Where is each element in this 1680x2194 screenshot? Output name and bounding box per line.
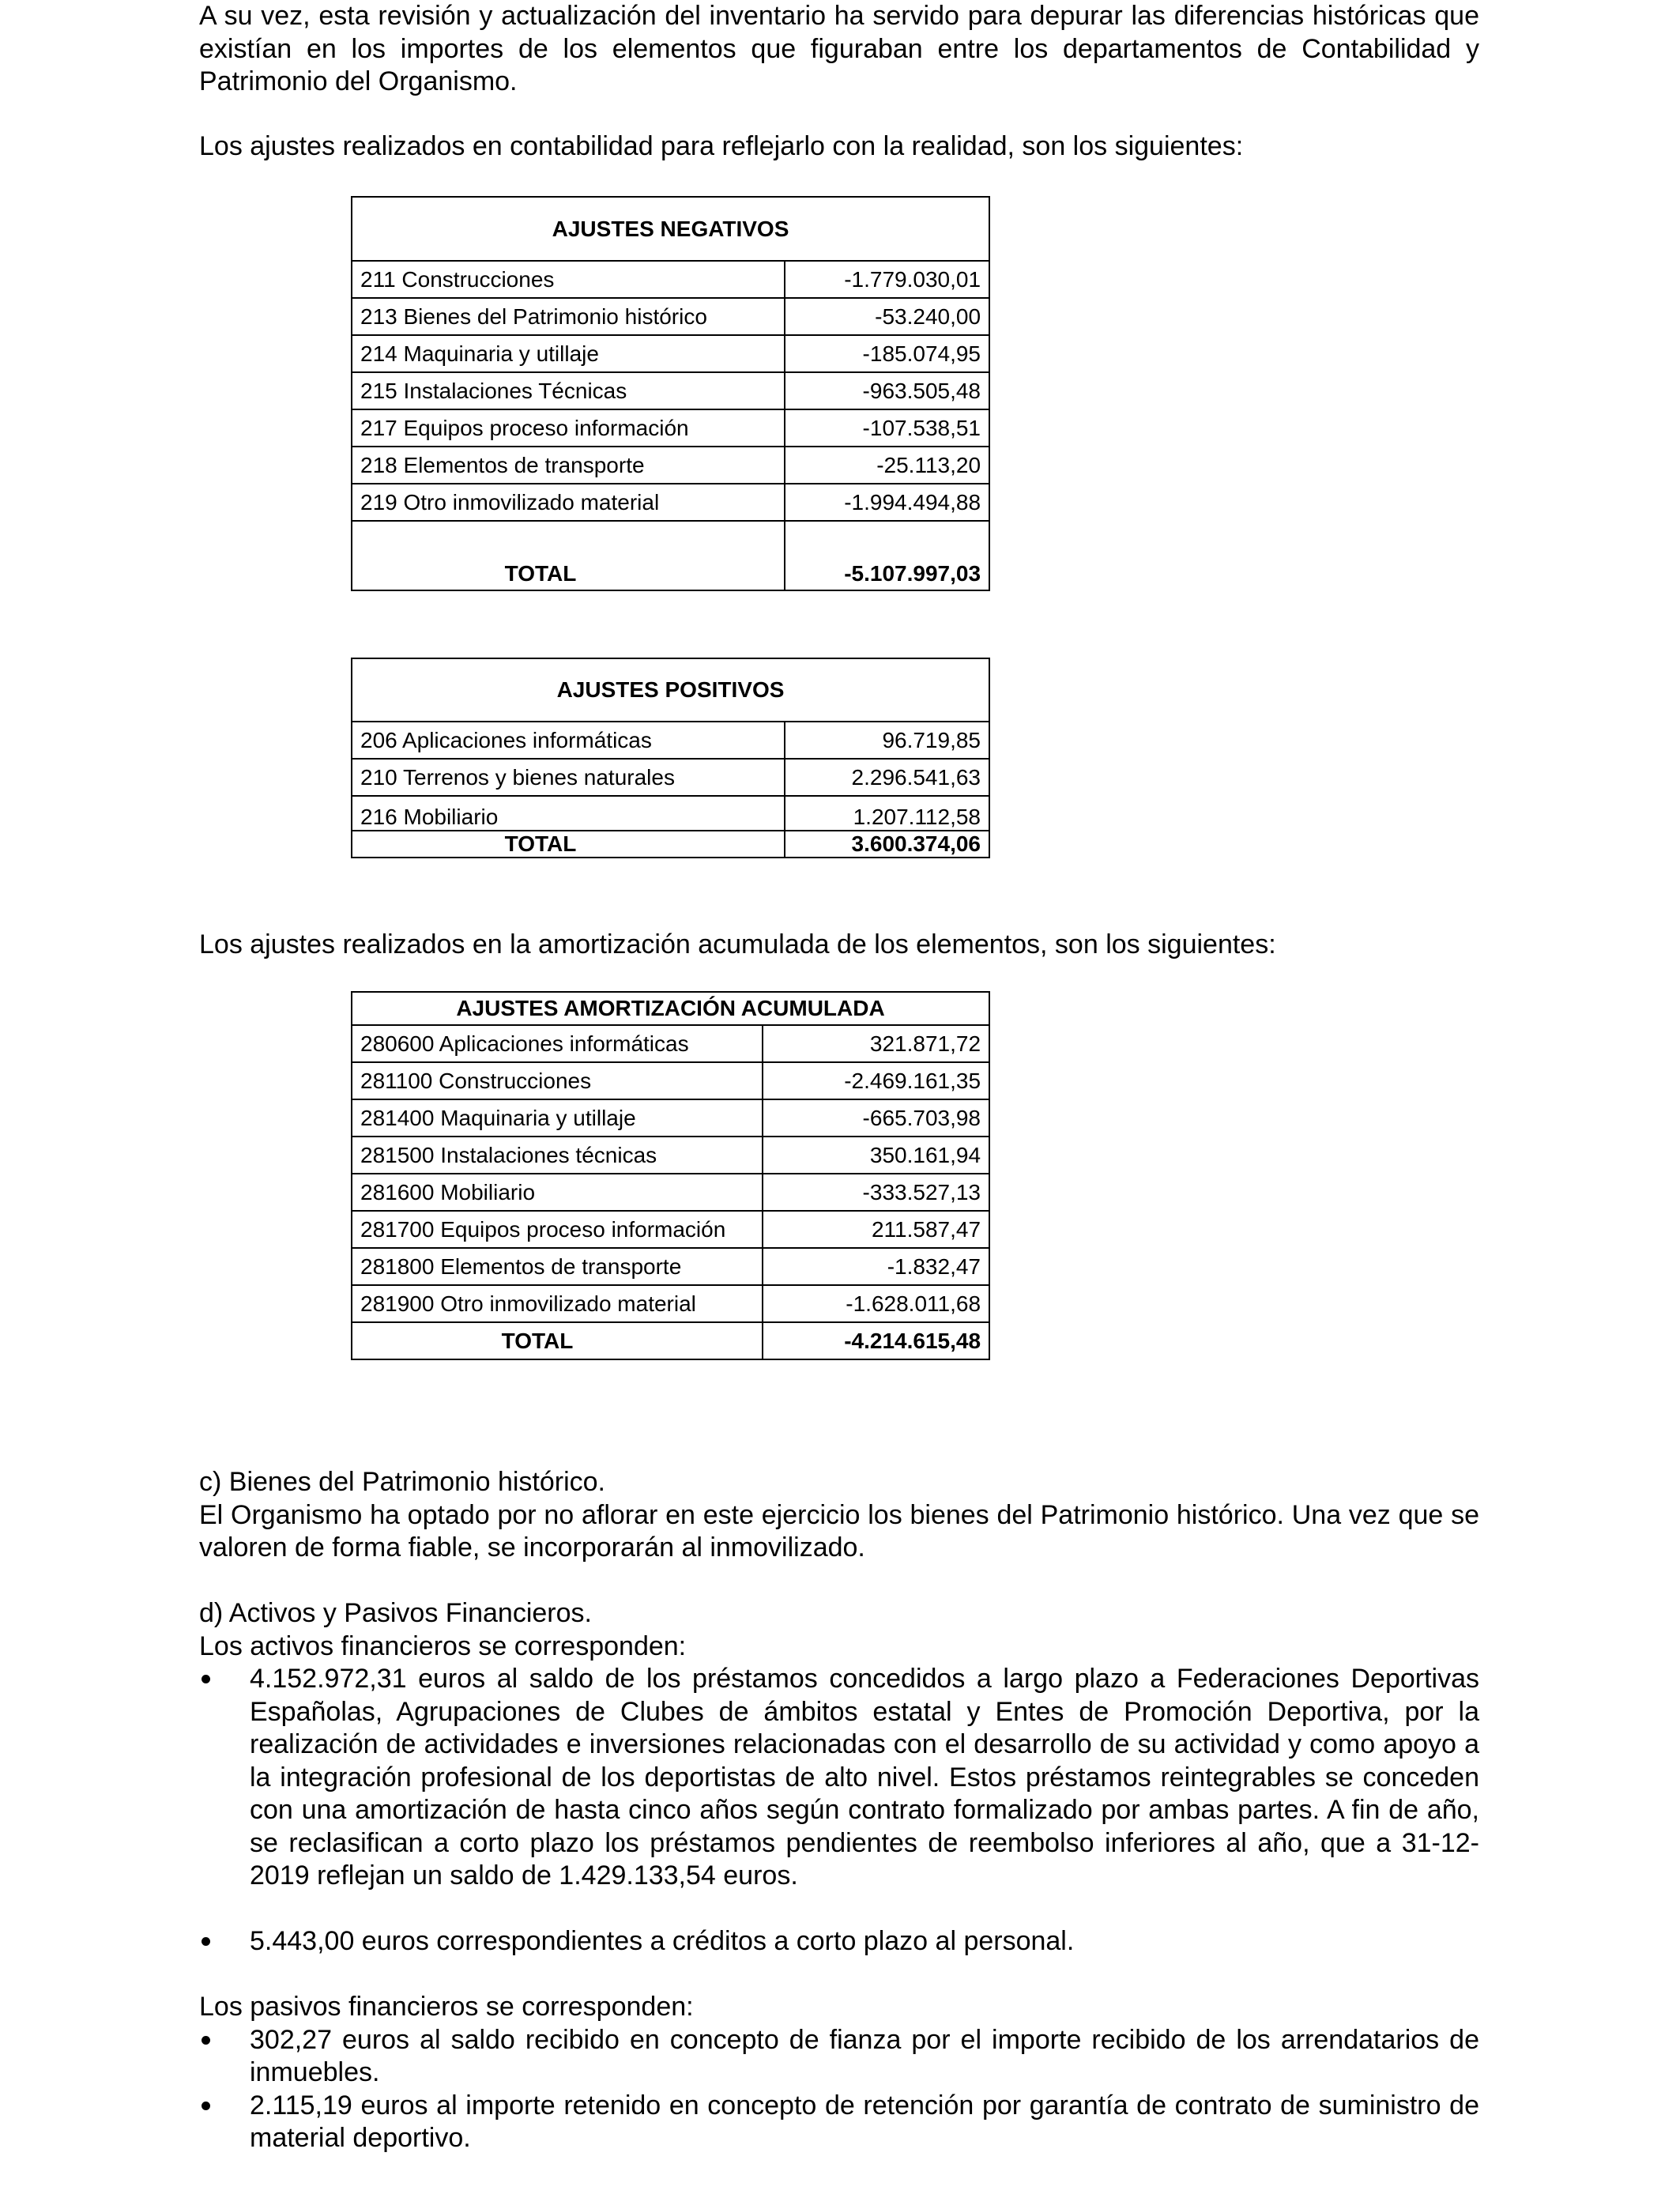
row-value: 2.296.541,63 xyxy=(785,759,989,796)
activos-intro: Los activos financieros se corresponden: xyxy=(199,1630,687,1661)
row-label: 211 Construcciones xyxy=(352,261,785,298)
row-value: -1.832,47 xyxy=(763,1248,989,1285)
row-label: 281900 Otro inmovilizado material xyxy=(352,1285,763,1322)
row-label: 280600 Aplicaciones informáticas xyxy=(352,1025,763,1062)
bullet-icon xyxy=(202,1675,210,1683)
table-row xyxy=(352,372,989,409)
table-title: AJUSTES POSITIVOS xyxy=(352,658,989,722)
amortization-intro: Los ajustes realizados en la amortización acumulada de los elementos, son los siguientes: xyxy=(199,929,1276,959)
section-d xyxy=(199,1597,1479,2155)
list-item-text: 2.115,19 euros al importe retenido en concepto de retención por garantía de contrato de suministro de material deportivo. xyxy=(250,2090,1479,2153)
table-row xyxy=(352,1137,989,1174)
table-row xyxy=(352,447,989,484)
table-row xyxy=(352,1211,989,1248)
list-item-text: 4.152.972,31 euros al saldo de los préstamos concedidos a largo plazo a Federaciones Deportivas Españolas, Agrupaciones de Clubes de ámbitos estatal y Entes de Promoción Deportiva, por la realización de actividades e inversiones relacionadas con el desarrollo de su actividad y como apoyo a la integración profesional de los deportistas de alto nivel. Estos préstamos reintegrables se conceden con una amortización de hasta cinco años según contrato formalizado por ambas partes. A fin de año, se reclasifican a corto plazo los préstamos pendientes de reembolso inferiores al año, que a 31-12-2019 reflejan un saldo de 1.429.133,54 euros. xyxy=(250,1664,1479,1891)
list-item xyxy=(199,2090,1479,2155)
row-label: 206 Aplicaciones informáticas xyxy=(352,722,785,759)
list-item xyxy=(199,2024,1479,2090)
list-item xyxy=(199,1925,1479,1958)
total-label: TOTAL xyxy=(352,521,785,590)
row-value: -1.779.030,01 xyxy=(785,261,989,298)
section-text: El Organismo ha optado por no aflorar en este ejercicio los bienes del Patrimonio histórico. Una vez que se valoren de forma fiable, se incorporarán al inmovilizado. xyxy=(199,1499,1479,1563)
total-row xyxy=(352,831,989,858)
activos-list xyxy=(199,1663,1479,1958)
section-heading: d) Activos y Pasivos Financieros. xyxy=(199,1598,592,1628)
row-value: 211.587,47 xyxy=(763,1211,989,1248)
list-item-text: 5.443,00 euros correspondientes a créditos a corto plazo al personal. xyxy=(250,1926,1075,1956)
row-value: -185.074,95 xyxy=(785,335,989,372)
total-row xyxy=(352,1322,989,1359)
table-row xyxy=(352,722,989,759)
row-label: 214 Maquinaria y utillaje xyxy=(352,335,785,372)
row-label: 213 Bienes del Patrimonio histórico xyxy=(352,298,785,335)
bullet-icon xyxy=(202,2036,210,2045)
adjustments-intro: Los ajustes realizados en contabilidad para reflejarlo con la realidad, son los siguientes: xyxy=(199,131,1244,161)
list-item-text: 302,27 euros al saldo recibido en concepto de fianza por el importe recibido de los arrendatarios de inmuebles. xyxy=(250,2024,1479,2087)
row-value: -333.527,13 xyxy=(763,1174,989,1211)
table-title: AJUSTES NEGATIVOS xyxy=(352,197,989,261)
total-row xyxy=(352,521,989,590)
section-c xyxy=(199,1466,1479,1565)
row-value: 96.719,85 xyxy=(785,722,989,759)
table-title: AJUSTES AMORTIZACIÓN ACUMULADA xyxy=(352,992,989,1025)
row-value: -963.505,48 xyxy=(785,372,989,409)
bullet-icon xyxy=(202,1937,210,1946)
table-row xyxy=(352,298,989,335)
row-label: 281100 Construcciones xyxy=(352,1062,763,1099)
row-label: 216 Mobiliario xyxy=(352,796,785,831)
row-value: 350.161,94 xyxy=(763,1137,989,1174)
table-row xyxy=(352,1025,989,1062)
row-value: -25.113,20 xyxy=(785,447,989,484)
row-value: 321.871,72 xyxy=(763,1025,989,1062)
row-value: -1.994.494,88 xyxy=(785,484,989,521)
table-row xyxy=(352,409,989,447)
amortization-adjustments-table xyxy=(351,991,990,1360)
total-value: 3.600.374,06 xyxy=(785,831,989,858)
row-label: 281800 Elementos de transporte xyxy=(352,1248,763,1285)
row-label: 215 Instalaciones Técnicas xyxy=(352,372,785,409)
section-heading: c) Bienes del Patrimonio histórico. xyxy=(199,1467,606,1497)
intro-paragraph: A su vez, esta revisión y actualización del inventario ha servido para depurar las diferencias históricas que existían en los importes de los elementos que figuraban entre los departamentos de Contabilidad y Patrimonio del Organismo. xyxy=(199,1,1479,96)
list-item xyxy=(199,1663,1479,1893)
row-value: -1.628.011,68 xyxy=(763,1285,989,1322)
negative-adjustments-table xyxy=(351,196,990,591)
row-label: 218 Elementos de transporte xyxy=(352,447,785,484)
row-label: 281500 Instalaciones técnicas xyxy=(352,1137,763,1174)
pasivos-intro: Los pasivos financieros se corresponden: xyxy=(199,1992,694,2022)
bullet-icon xyxy=(202,2102,210,2110)
total-label: TOTAL xyxy=(352,1322,763,1359)
table-row xyxy=(352,1062,989,1099)
table-row xyxy=(352,796,989,831)
row-label: 281400 Maquinaria y utillaje xyxy=(352,1099,763,1137)
total-value: -4.214.615,48 xyxy=(763,1322,989,1359)
total-value: -5.107.997,03 xyxy=(785,521,989,590)
row-label: 219 Otro inmovilizado material xyxy=(352,484,785,521)
table-row xyxy=(352,261,989,298)
table-row xyxy=(352,484,989,521)
row-value: -2.469.161,35 xyxy=(763,1062,989,1099)
row-label: 281600 Mobiliario xyxy=(352,1174,763,1211)
row-label: 217 Equipos proceso información xyxy=(352,409,785,447)
row-label: 210 Terrenos y bienes naturales xyxy=(352,759,785,796)
table-row xyxy=(352,1099,989,1137)
row-value: -665.703,98 xyxy=(763,1099,989,1137)
row-value: 1.207.112,58 xyxy=(785,796,989,831)
row-value: -107.538,51 xyxy=(785,409,989,447)
table-row xyxy=(352,1285,989,1322)
row-value: -53.240,00 xyxy=(785,298,989,335)
table-row xyxy=(352,1248,989,1285)
row-label: 281700 Equipos proceso información xyxy=(352,1211,763,1248)
table-row xyxy=(352,759,989,796)
table-row xyxy=(352,335,989,372)
positive-adjustments-table xyxy=(351,658,990,858)
table-row xyxy=(352,1174,989,1211)
pasivos-list xyxy=(199,2024,1479,2155)
total-label: TOTAL xyxy=(352,831,785,858)
